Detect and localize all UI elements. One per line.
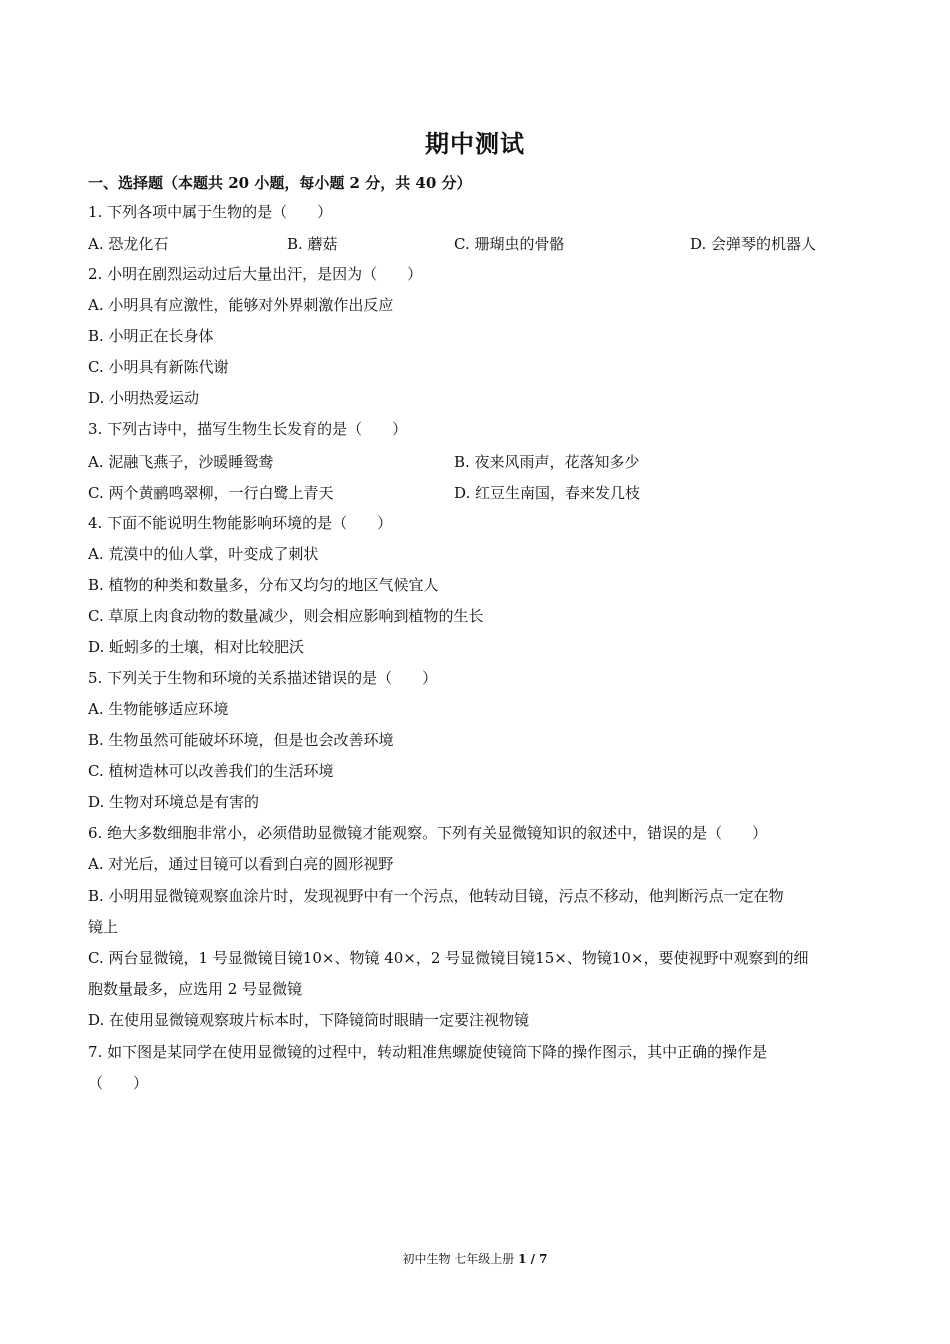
question-6-stem: 6. 绝大多数细胞非常小，必须借助显微镜才能观察。下列有关显微镜知识的叙述中，错误的是（ ） (88, 824, 768, 842)
question-4-stem: 4. 下面不能说明生物能影响环境的是（ ） (88, 514, 393, 532)
question-1-option-a: A. 恐龙化石 (88, 235, 169, 253)
question-6-option-c-line-1: C. 两台显微镜，1 号显微镜目镜10×、物镜 40×，2 号显微镜目镜15×、物镜10×，要使视野中观察到的细 (88, 949, 809, 967)
question-5-option-b: B. 生物虽然可能破坏环境，但是也会改善环境 (88, 731, 394, 749)
question-1-option-b: B. 蘑菇 (287, 235, 338, 253)
question-2-option-d: D. 小明热爱运动 (88, 389, 200, 407)
question-7-stem-line-1: 7. 如下图是某同学在使用显微镜的过程中，转动粗准焦螺旋使镜筒下降的操作图示，其中正确的操作是 (88, 1043, 768, 1061)
question-3-option-b: B. 夜来风雨声，花落知多少 (454, 453, 640, 471)
question-5-option-d: D. 生物对环境总是有害的 (88, 793, 260, 811)
question-7-stem-line-2: （ ） (88, 1074, 149, 1092)
question-6-option-d: D. 在使用显微镜观察玻片标本时，下降镜筒时眼睛一定要注视物镜 (88, 1011, 530, 1029)
question-3-option-a: A. 泥融飞燕子，沙暖睡鸳鸯 (88, 453, 274, 471)
page-number: 1 / 7 (518, 1252, 548, 1266)
question-5-option-c: C. 植树造林可以改善我们的生活环境 (88, 762, 334, 780)
question-2-option-c: C. 小明具有新陈代谢 (88, 358, 229, 376)
footer-course: 初中生物 七年级上册 (402, 1252, 519, 1266)
question-2-option-b: B. 小明正在长身体 (88, 327, 214, 345)
question-4-option-b: B. 植物的种类和数量多，分布又均匀的地区气候宜人 (88, 576, 439, 594)
question-4-option-d: D. 蚯蚓多的土壤，相对比较肥沃 (88, 638, 305, 656)
question-3-option-c: C. 两个黄鹂鸣翠柳，一行白鹭上青天 (88, 484, 334, 502)
question-1-option-d: D. 会弹琴的机器人 (690, 235, 817, 253)
question-5-stem: 5. 下列关于生物和环境的关系描述错误的是（ ） (88, 669, 438, 687)
question-3-option-d: D. 红豆生南国，春来发几枝 (454, 484, 641, 502)
page-footer (0, 1250, 950, 1267)
question-2-stem: 2. 小明在剧烈运动过后大量出汗，是因为（ ） (88, 265, 423, 283)
section-heading: 一、选择题（本题共 20 小题，每小题 2 分，共 40 分） (88, 174, 472, 192)
question-1-option-c: C. 珊瑚虫的骨骼 (454, 235, 565, 253)
page-title: 期中测试 (425, 129, 525, 158)
question-3-stem: 3. 下列古诗中，描写生物生长发育的是（ ） (88, 420, 408, 438)
question-6-option-a: A. 对光后，通过目镜可以看到白亮的圆形视野 (88, 855, 394, 873)
question-6-option-c-line-2: 胞数量最多，应选用 2 号显微镜 (88, 980, 303, 998)
question-4-option-a: A. 荒漠中的仙人掌，叶变成了刺状 (88, 545, 319, 563)
question-6-option-b-line-1: B. 小明用显微镜观察血涂片时，发现视野中有一个污点，他转动目镜，污点不移动，他判断污点一定在物 (88, 887, 784, 905)
question-4-option-c: C. 草原上肉食动物的数量减少，则会相应影响到植物的生长 (88, 607, 484, 625)
question-5-option-a: A. 生物能够适应环境 (88, 700, 229, 718)
question-2-option-a: A. 小明具有应激性，能够对外界刺激作出反应 (88, 296, 394, 314)
question-6-option-b-line-2: 镜上 (88, 918, 119, 936)
question-1-stem: 1. 下列各项中属于生物的是（ ） (88, 203, 333, 221)
